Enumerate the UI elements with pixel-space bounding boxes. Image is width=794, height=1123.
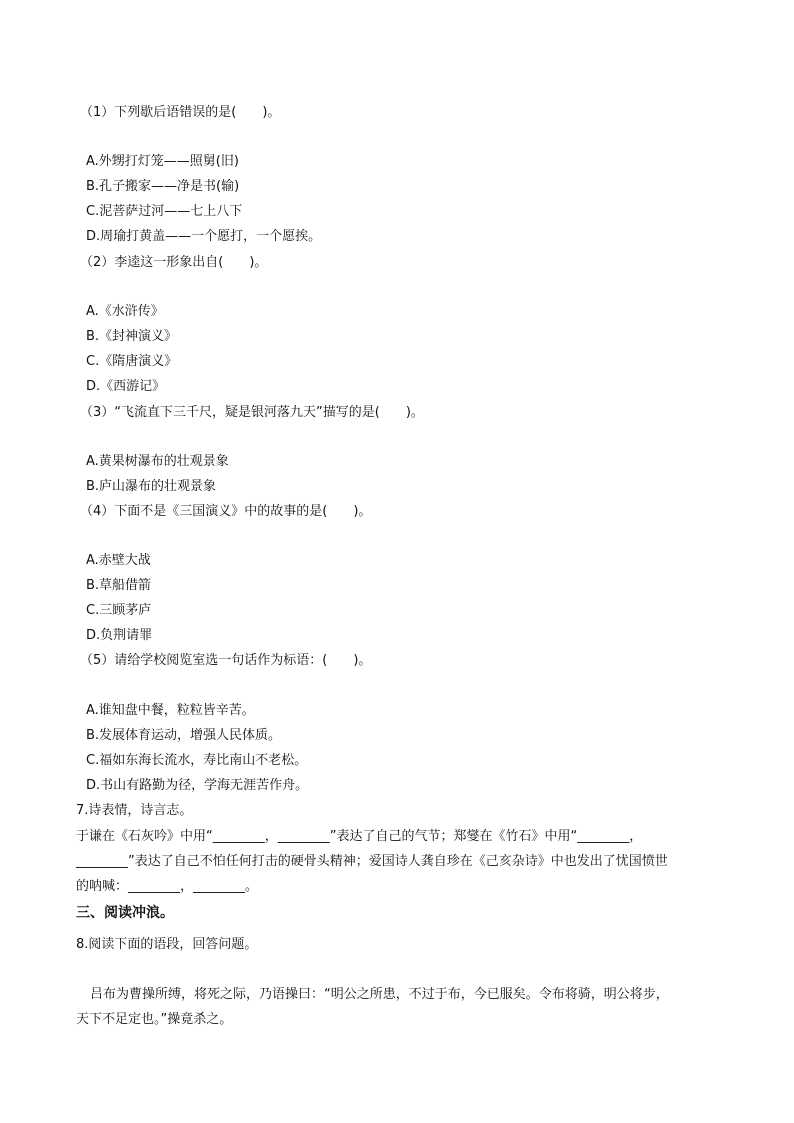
- question-7-line-1: 于谦在《石灰吟》中用“________，________”表达了自己的气节；郑燮在《竹石》中用“________，: [76, 829, 643, 844]
- question-7-line-2: ________”表达了自己不怕任何打击的硬骨头精神；爱国诗人龚自珍在《己亥杂诗》中也发出了忧国愤世: [76, 854, 668, 869]
- question-7-title: 7.诗表情，诗言志。: [76, 803, 193, 818]
- question-1-option-a: A.外甥打灯笼——照舅(旧): [86, 154, 239, 169]
- question-5-option-d: D.书山有路勤为径，学海无涯苦作舟。: [86, 778, 309, 793]
- question-1-option-d: D.周瑜打黄盖——一个愿打，一个愿挨。: [86, 229, 322, 244]
- question-5-option-b: B.发展体育运动，增强人民体质。: [86, 728, 282, 743]
- question-3-option-b: B.庐山瀑布的壮观景象: [86, 479, 217, 494]
- question-2-stem: （2）李逵这一形象出自( )。: [80, 255, 268, 270]
- question-8-title: 8.阅读下面的语段，回答问题。: [76, 937, 258, 952]
- question-4-option-a: A.赤壁大战: [86, 553, 151, 568]
- question-8-passage-line-2: 天下不足定也。”操竟杀之。: [76, 1012, 233, 1027]
- question-4-option-b: B.草船借箭: [86, 578, 152, 593]
- question-3-option-a: A.黄果树瀑布的壮观景象: [86, 454, 229, 469]
- question-2-option-d: D.《西游记》: [86, 379, 166, 394]
- question-1-option-c: C.泥菩萨过河——七上八下: [86, 204, 243, 219]
- question-2-option-b: B.《封神演义》: [86, 329, 178, 344]
- question-4-option-d: D.负荆请罪: [86, 628, 153, 643]
- question-5-stem: （5）请给学校阅览室选一句话作为标语：( )。: [80, 653, 372, 668]
- question-4-option-c: C.三顾茅庐: [86, 603, 152, 618]
- question-3-stem: （3）“飞流直下三千尺，疑是银河落九天”描写的是( )。: [80, 405, 424, 420]
- question-5-option-c: C.福如东海长流水，寿比南山不老松。: [86, 753, 308, 768]
- section-3-heading: 三、阅读冲浪。: [76, 905, 174, 921]
- question-2-option-c: C.《隋唐演义》: [86, 354, 178, 369]
- question-8-passage-line-1: 吕布为曹操所缚，将死之际，乃语操曰：“明公之所患，不过于布，今已服矣。令布将骑，明公将步，: [90, 987, 669, 1002]
- question-7-line-3: 的呐喊：________，________。: [76, 879, 259, 894]
- question-4-stem: （4）下面不是《三国演义》中的故事的是( )。: [80, 504, 372, 519]
- question-5-option-a: A.谁知盘中餐，粒粒皆辛苦。: [86, 703, 255, 718]
- question-1-option-b: B.孔子搬家——净是书(输): [86, 179, 240, 194]
- question-2-option-a: A.《水浒传》: [86, 304, 164, 319]
- question-1-stem: （1）下列歇后语错误的是( )。: [80, 105, 281, 120]
